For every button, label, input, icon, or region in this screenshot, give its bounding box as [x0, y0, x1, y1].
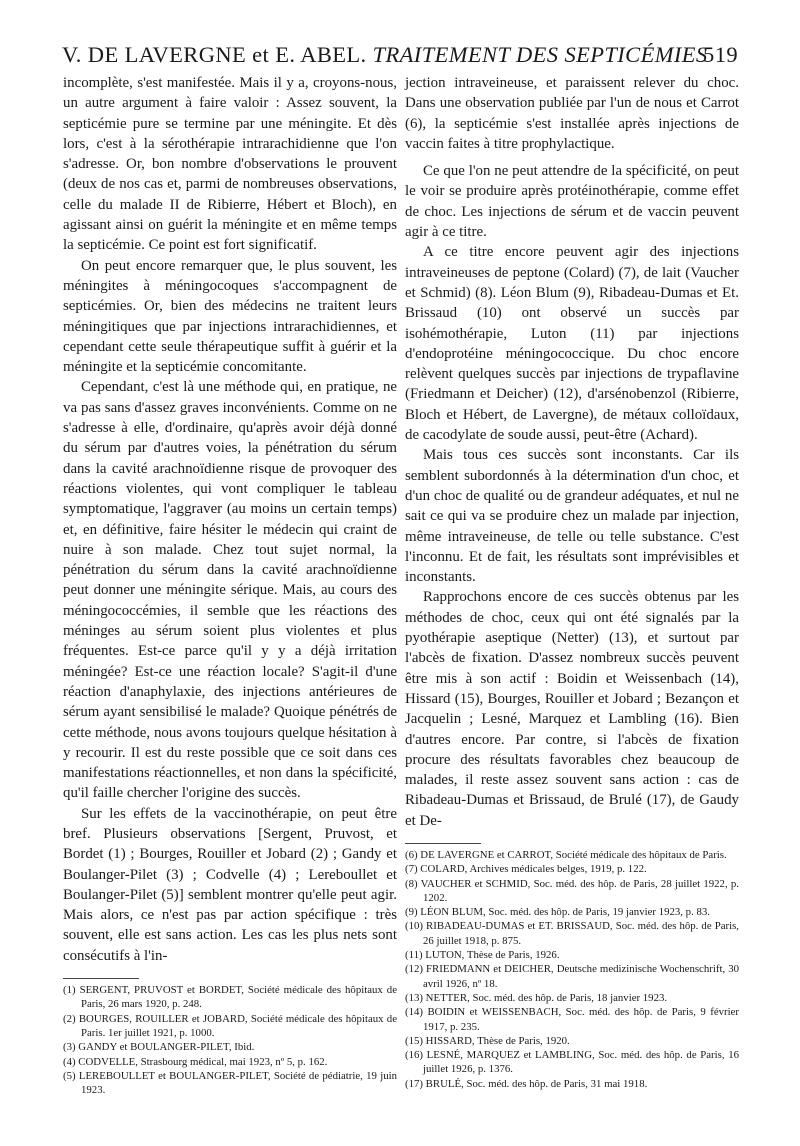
right-column — [405, 73, 739, 1091]
footnote: (9) LÉON BLUM, Soc. méd. des hôp. de Paris, 19 janvier 1923, p. 83. — [405, 906, 710, 919]
body-paragraph: On peut encore remarquer que, le plus souvent, les méningites à méningocoques s'accompagnent de septicémies. Or, bien des médecins ne traitent leurs méningitiques que par injections intrarachidiennes, et cependant cette seule thérapeutique suffit à guérir et la méningite et la septicémie concomitante. — [63, 257, 397, 376]
footnote: (10) RIBADEAU-DUMAS et ET. BRISSAUD, Soc. méd. des hôp. de Paris, 26 juillet 1918, p. 875. — [405, 920, 739, 947]
left-column — [63, 73, 397, 1097]
body-paragraph: Cependant, c'est là une méthode qui, en pratique, ne va pas sans d'assez graves inconvénients. Comme on ne s'adresse à elle, d'ordinaire, qu'après avoir déjà donné du sérum par d'autres voies, la pénétration du sérum dans la cavité arachnoïdienne risque de provoquer des réactions violentes, qui vont compliquer le tableau symptomatique, l'aggraver (au moins un certain temps) et, en définitive, faire hésiter le médecin qui craint de nuire à son malade. Chez tout sujet normal, la pénétration du sérum dans la cavité arachnoïdienne peut donner une méningite sérique. Mais, au cours des méningococcémies, il semble que les réactions des méninges au sérum soient plus violentes et plus fréquentes. Est-ce parce qu'il y y a déjà irritation méningée? Est-ce une réaction locale? S'agit-il d'une réaction d'anaphylaxie, des injections antérieures de sérum ayant sensibilisé le malade? Quoique pénétrés de cette méthode, nous avons toujours quelque hésitation à y recourir. Il est du reste possible que ce soit dans ces manifestations réactionnelles, et non dans la spécificité, qu'il faille chercher l'origine des succès. — [63, 379, 397, 802]
footnote-rule — [405, 843, 481, 844]
footnote: (5) LEREBOULLET et BOULANGER-PILET, Société de pédiatrie, 19 juin 1923. — [63, 1069, 397, 1097]
footnote: (15) HISSARD, Thèse de Paris, 1920. — [405, 1034, 570, 1047]
footnote: (2) BOURGES, ROUILLER et JOBARD, Société médicale des hôpitaux de Paris. 1er juillet 1921, p. 1000. — [63, 1012, 397, 1039]
footnotes — [63, 983, 397, 1097]
footnote: (14) BOIDIN et WEISSENBACH, Soc. méd. des hôp. de Paris, 9 février 1917, p. 235. — [405, 1006, 739, 1033]
footnote: (11) LUTON, Thèse de Paris, 1926. — [405, 949, 560, 962]
body-paragraph: Sur les effets de la vaccinothérapie, on peut être bref. Plusieurs observations [Sergent, Pruvost, et Bordet (1) ; Bourges, Rouiller et Jobard (2) ; Gandy et Boulanger-Pilet (3) ; Codvelle (4) ; Lereboullet et Boulanger-Pilet (5)] semblent montrer qu'elle peut agir. Mais alors, ce n'est pas par action spécifique : très souvent, elle est sans action. Les cas les plus nets sont consécutifs à l'in- — [63, 805, 397, 964]
body-paragraph: jection intraveineuse, et paraissent relever du choc. Dans une observation publiée par l'un de nous et Carrot (6), la septicémie s'est installée après injections de vaccin faites à titre prophylactique. — [405, 75, 739, 152]
header-authors: V. DE LAVERGNE et E. ABEL. — [62, 42, 367, 67]
footnote: (3) GANDY et BOULANGER-PILET, Ibid. — [63, 1041, 255, 1054]
footnote: (8) VAUCHER et SCHMID, Soc. méd. des hôp. de Paris, 28 juillet 1922, p. 1202. — [405, 877, 739, 904]
footnote: (12) FRIEDMANN et DEICHER, Deutsche medizinische Wochenschrift, 30 avril 1926, nº 18. — [405, 963, 739, 990]
body-paragraph: Rapprochons encore de ces succès obtenus par les méthodes de choc, ceux qui ont été signalés par la pyothérapie aseptique (Netter) (13), et surtout par l'abcès de fixation. D'assez nombreux succès peuvent être mis à son actif : Boidin et Weissenbach (14), Hissard (15), Bourges, Rouiller et Jobard ; Bezançon et Jacquelin ; Lesné, Marquez et Lambling (16). Bien d'autres encore. Par contre, si l'abcès de fixation procure des résultats favorables chez beaucoup de malades, il reste assez souvent sans action : cas de Ribadeau-Dumas et Brissaud, de Brulé (17), de Gaudy et De- — [405, 589, 739, 829]
footnote-rule — [63, 978, 139, 979]
page-number: 519 — [703, 42, 738, 67]
body-paragraph: Mais tous ces succès sont inconstants. Car ils semblent subordonnés à la détermination d'un choc, et d'un choc de qualité ou de grandeur adéquates, et nul ne sait ce qui va se produire chez un malade par injection, même intraveineuse, de telle ou telle substance. C'est l'inconnu. Et de fait, les résultats sont imprévisibles et inconstants. — [405, 447, 739, 586]
footnote: (6) DE LAVERGNE et CARROT, Société médicale des hôpitaux de Paris. — [405, 848, 727, 861]
body-paragraph: incomplète, s'est manifestée. Mais il y a, croyons-nous, un autre argument à faire valoir : Assez souvent, la septicémie pure se termine par une méningite. Et dès lors, c'est à la sérothérapie intrarachidienne que l'on s'adresse. Or, bon nombre d'observations le prouvent (deux de nos cas et, parmi de nombreuses observations, celle du malade II de Ribierre, Hébert et Bloch), en agissant ainsi on guérit la méningite et en même temps la septicémie. Ce point est fort significatif. — [63, 75, 397, 254]
header-title: TRAITEMENT DES SEPTICÉMIES — [372, 42, 708, 67]
footnotes — [405, 848, 739, 1091]
footnote: (7) COLARD, Archives médicales belges, 1919, p. 122. — [405, 863, 647, 876]
footnote: (16) LESNÉ, MARQUEZ et LAMBLING, Soc. méd. des hôp. de Paris, 16 juillet 1926, p. 1376. — [405, 1049, 739, 1076]
footnote: (1) SERGENT, PRUVOST et BORDET, Société médicale des hôpitaux de Paris, 26 mars 1920, p. 248. — [63, 984, 397, 1011]
footnote: (13) NETTER, Soc. méd. des hôp. de Paris, 18 janvier 1923. — [405, 991, 668, 1004]
footnote: (4) CODVELLE, Strasbourg médical, mai 1923, nº 5, p. 162. — [63, 1055, 328, 1068]
footnote: (17) BRULÉ, Soc. méd. des hôp. de Paris, 31 mai 1918. — [405, 1077, 648, 1090]
body-paragraph: A ce titre encore peuvent agir des injections intraveineuses de peptone (Colard) (7), de lait (Vaucher et Schmid) (8). Léon Blum (9), Ribadeau-Dumas et Et. Brissaud (10) ont observé un succès par isohémothérapie, Luton (11) par injections d'endoprotéine méningococcique. Du choc encore relèvent quelques succès par injections de trypaflavine (Friedmann et Deicher) (12), d'arsénobenzol (Ribierre, Bloch et Hébert, de Lavergne), de métaux colloïdaux, de cacodylate de soude aussi, peut-être (Achard). — [405, 244, 739, 444]
body-paragraph: Ce que l'on ne peut attendre de la spécificité, on peut le voir se produire après protéinothérapie, comme effet de choc. Les injections de sérum et de vaccin peuvent agir à ce titre. — [405, 163, 739, 241]
